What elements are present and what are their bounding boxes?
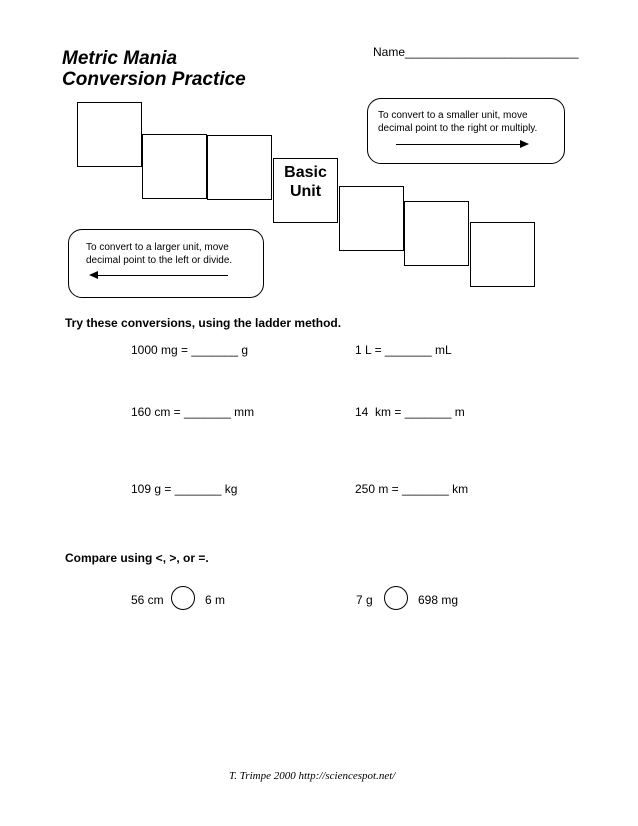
compare-left-value: 56 cm xyxy=(131,593,164,607)
conversion-problem: 1 L = _______ mL xyxy=(355,343,452,357)
title-line-1: Metric Mania xyxy=(62,48,178,69)
left-arrow-icon xyxy=(89,271,98,279)
worksheet-title xyxy=(62,48,246,90)
ladder-step-5 xyxy=(339,186,404,251)
compare-right-value: 698 mg xyxy=(418,593,459,607)
larger-note-line-2: decimal point to the left or divide. xyxy=(86,255,233,266)
smaller-note-line-1: To convert to a smaller unit, move xyxy=(378,110,528,121)
title-line-2: Conversion Practice xyxy=(62,69,246,90)
compare-answer-circle[interactable] xyxy=(171,586,195,610)
ladder-step-2 xyxy=(142,134,207,199)
conversion-problem: 14 km = _______ m xyxy=(355,405,465,419)
basic-unit-label-2: Unit xyxy=(289,183,322,200)
ladder-step-7 xyxy=(470,222,535,287)
conversion-problem: 109 g = _______ kg xyxy=(131,482,238,496)
compare-left-value: 7 g xyxy=(356,593,373,607)
right-arrow-icon xyxy=(520,140,529,148)
conversion-problem: 1000 mg = _______ g xyxy=(131,343,249,357)
larger-unit-note xyxy=(68,229,264,298)
basic-unit-step xyxy=(273,158,338,223)
smaller-note-line-2: decimal point to the right or multiply. xyxy=(378,123,538,134)
footer-credit: T. Trimpe 2000 http://sciencespot.net/ xyxy=(229,770,396,782)
conversions-heading: Try these conversions, using the ladder method. xyxy=(65,316,342,330)
name-field: Name__________________________ xyxy=(373,45,579,59)
basic-unit-label-1: Basic xyxy=(284,164,327,181)
conversion-problem: 160 cm = _______ mm xyxy=(131,405,255,419)
left-arrow-shaft xyxy=(98,275,228,276)
compare-heading: Compare using <, >, or =. xyxy=(65,551,209,565)
ladder-step-3 xyxy=(207,135,272,200)
ladder-step-6 xyxy=(404,201,469,266)
compare-right-value: 6 m xyxy=(205,593,226,607)
compare-answer-circle[interactable] xyxy=(384,586,408,610)
right-arrow-shaft xyxy=(396,144,521,145)
larger-note-line-1: To convert to a larger unit, move xyxy=(86,242,229,253)
ladder-step-1 xyxy=(77,102,142,167)
smaller-unit-note xyxy=(367,98,565,164)
conversion-problem: 250 m = _______ km xyxy=(355,482,469,496)
